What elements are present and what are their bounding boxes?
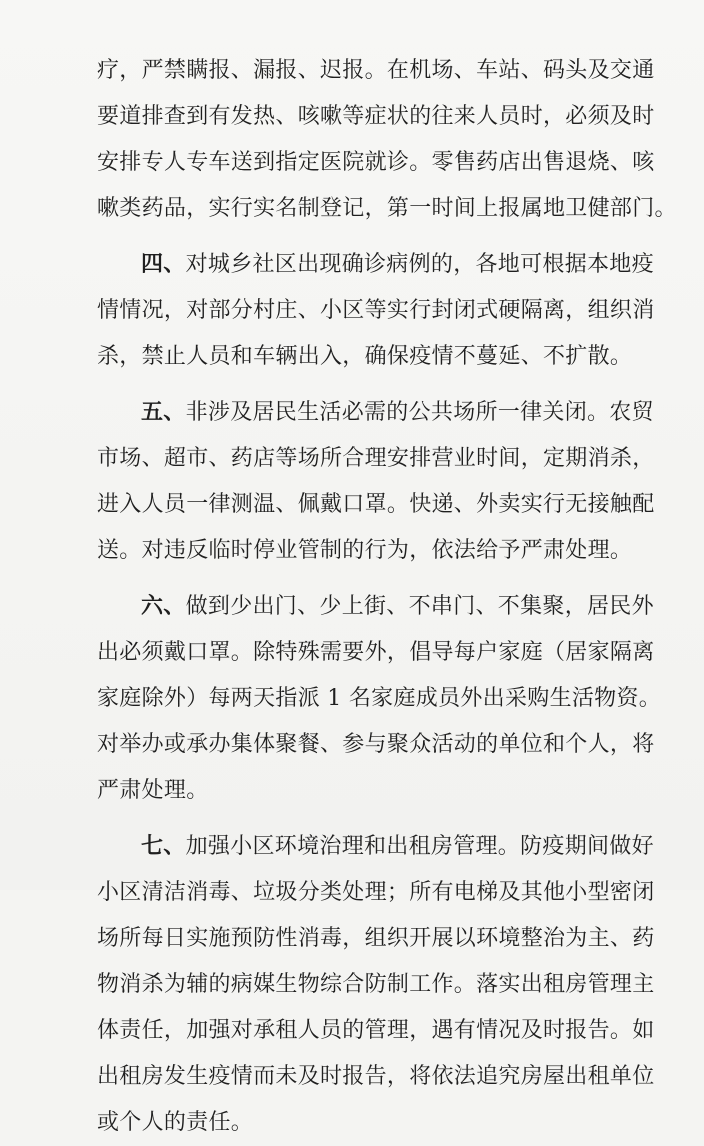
paragraph-item-7 xyxy=(97,824,655,1146)
text-line: 嗽类药品，实行实名制登记，第一时间上报属地卫健部门。 xyxy=(97,196,677,221)
text-line: 出租房发生疫情而未及时报告，将依法追究房屋出租单位 xyxy=(97,1064,655,1089)
text-line: 小区清洁消毒、垃圾分类处理；所有电梯及其他小型密闭 xyxy=(97,880,655,905)
text-line: 严肃处理。 xyxy=(97,778,209,803)
text-line xyxy=(97,390,654,436)
text-line: 送。对违反临时停业管制的行为，依法给予严肃处理。 xyxy=(97,538,633,563)
text-line: 要道排查到有发热、咳嗽等症状的往来人员时，必须及时 xyxy=(97,104,655,129)
text-line: 进入人员一律测温、佩戴口罩。快递、外卖实行无接触配 xyxy=(97,492,655,517)
item-number-heading: 七、 xyxy=(141,834,186,859)
text-line xyxy=(97,242,654,288)
text-line: 物消杀为辅的病媒生物综合防制工作。落实出租房管理主 xyxy=(97,972,655,997)
item-number-heading: 五、 xyxy=(141,400,186,425)
text-line: 或个人的责任。 xyxy=(97,1110,254,1135)
text-line: 体责任，加强对承租人员的管理，遇有情况及时报告。如 xyxy=(97,1018,655,1043)
text-span: 非涉及居民生活必需的公共场所一律关闭。农贸 xyxy=(185,400,654,425)
text-line: 情情况，对部分村庄、小区等实行封闭式硬隔离，组织消 xyxy=(97,298,655,323)
text-line xyxy=(97,824,654,870)
text-line: 安排专人专车送到指定医院就诊。零售药店出售退烧、咳 xyxy=(97,150,655,175)
text-line: 场所每日实施预防性消毒，组织开展以环境整治为主、药 xyxy=(97,926,655,951)
text-line: 杀，禁止人员和车辆出入，确保疫情不蔓延、不扩散。 xyxy=(97,344,633,369)
paragraph-item-5 xyxy=(97,390,655,574)
item-number-heading: 六、 xyxy=(141,594,186,619)
text-span: 加强小区环境治理和出租房管理。防疫期间做好 xyxy=(185,834,654,859)
item-number-heading: 四、 xyxy=(141,252,186,277)
text-line: 市场、超市、药店等场所合理安排营业时间，定期消杀， xyxy=(97,446,655,471)
text-line xyxy=(97,584,654,630)
paragraph-health-reporting xyxy=(97,48,677,232)
paragraph-item-6 xyxy=(97,584,662,814)
text-line: 对举办或承办集体聚餐、参与聚众活动的单位和个人，将 xyxy=(97,732,655,757)
text-span: 做到少出门、少上街、不串门、不集聚，居民外 xyxy=(185,594,654,619)
text-span: 对城乡社区出现确诊病例的，各地可根据本地疫 xyxy=(185,252,654,277)
text-line: 疗，严禁瞒报、漏报、迟报。在机场、车站、码头及交通 xyxy=(97,58,655,83)
paragraph-item-4 xyxy=(97,242,655,380)
text-line: 家庭除外）每两天指派 1 名家庭成员外出采购生活物资。 xyxy=(97,686,662,711)
text-line: 出必须戴口罩。除特殊需要外，倡导每户家庭（居家隔离 xyxy=(97,640,655,665)
